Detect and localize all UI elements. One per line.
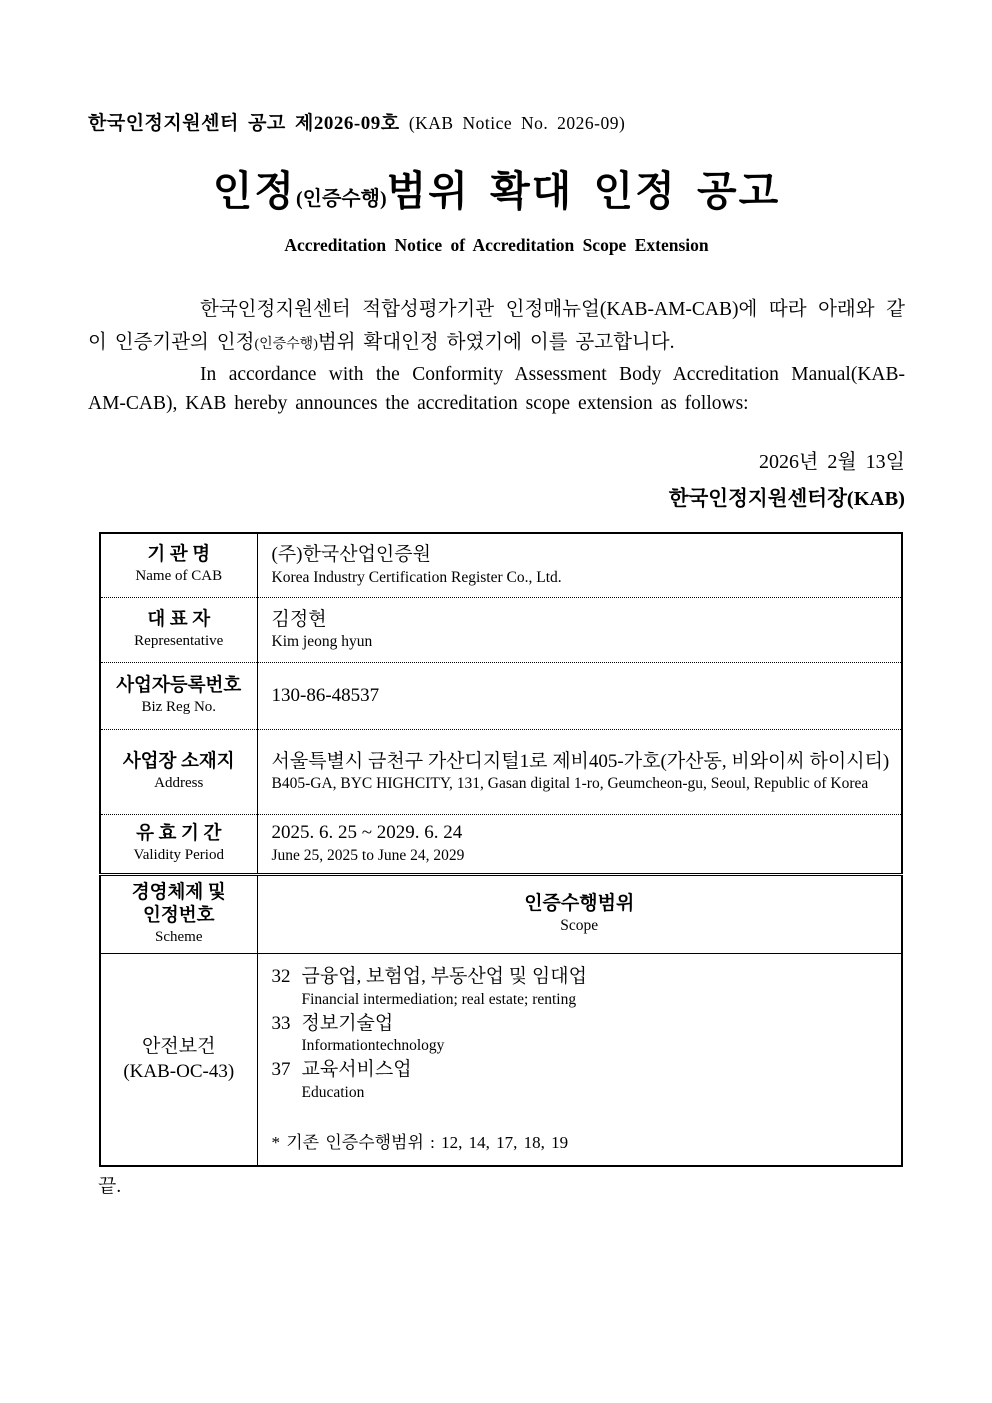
label-korean: 기 관 명 — [147, 545, 211, 566]
label-korean: 대 표 자 — [147, 610, 211, 631]
scheme-code: (KAB-OC-43) — [123, 1061, 235, 1083]
cab-info-table — [99, 532, 903, 1167]
title-pre: 인정 — [212, 168, 296, 214]
scope-item-korean — [272, 965, 892, 990]
label-english: Validity Period — [133, 847, 224, 864]
value-korean: (주)한국산업인증원 — [271, 543, 431, 565]
scope-item — [272, 965, 892, 1011]
table-row-representative — [100, 598, 902, 663]
scope-item-korean-text: 정보기술업 — [301, 1012, 394, 1034]
value-biz-reg-no — [257, 663, 902, 730]
value-korean: 2025. 6. 25 ~ 2029. 6. 24 — [271, 822, 463, 844]
table-row-address — [100, 730, 902, 815]
title-post: 범위 확대 인정 공고 — [386, 168, 781, 214]
value-scope-header — [257, 875, 902, 954]
scope-item — [272, 1012, 892, 1058]
signer-name: 한국인정지원센터장(KAB) — [668, 487, 905, 510]
value-address — [257, 730, 902, 815]
value-korean: 서울특별시 금천구 가산디지털1로 제비405-가호(가산동, 비와이씨 하이시티) — [271, 750, 890, 772]
body-paragraph-korean — [88, 293, 905, 359]
label-scheme-code — [100, 954, 257, 1166]
scope-item-code: 37 — [271, 1059, 291, 1081]
body-paragraph-english: In accordance with the Conformity Assessment Body Accreditation Manual(KAB-AM-CAB), KAB hereby announces the accreditation scope extension as follows: — [88, 364, 905, 414]
notice-number-line — [88, 108, 905, 135]
value-number: 130-86-48537 — [271, 685, 380, 707]
scope-header-korean: 인증수행범위 — [524, 892, 635, 914]
scope-header-english: Scope — [560, 917, 599, 935]
scheme-name: 안전보건 — [142, 1035, 216, 1057]
existing-scope-note: * 기존 인증수행범위 : 12, 14, 17, 18, 19 — [271, 1132, 569, 1152]
value-scope-list — [257, 954, 902, 1166]
label-english: Biz Reg No. — [141, 699, 217, 716]
table-row-scope — [100, 954, 902, 1166]
scope-item-code: 33 — [271, 1012, 291, 1034]
scope-item-code: 32 — [271, 966, 291, 988]
label-validity-period — [100, 815, 257, 875]
scope-item-korean — [272, 1012, 892, 1037]
notice-number-korean: 한국인정지원센터 공고 제2026-09호 — [88, 113, 400, 134]
label-english: Scheme — [155, 928, 203, 945]
document-subtitle-english: Accreditation Notice of Accreditation Scope Extension — [284, 235, 709, 256]
document-title — [88, 169, 905, 214]
value-english: B405-GA, BYC HIGHCITY, 131, Gasan digital 1-ro, Geumcheon-gu, Seoul, Republic of Korea — [271, 775, 869, 793]
scope-item-korean-text: 교육서비스업 — [301, 1059, 412, 1081]
scope-item-english: Informationtechnology — [301, 1037, 445, 1055]
value-validity-period — [257, 815, 902, 875]
label-korean-line1: 경영체제 및 — [131, 882, 226, 903]
table-row-biz-reg-no — [100, 663, 902, 730]
para-ko-parenthetical: (인증수행) — [254, 337, 318, 353]
para-ko-before: 한국인정지원센터 적합성평가기관 인정매뉴얼(KAB-AM-CAB)에 따라 아래와 같이 인증기관의 인정 — [88, 299, 905, 354]
label-biz-reg-no — [100, 663, 257, 730]
value-english: Korea Industry Certification Register Co., Ltd. — [271, 568, 562, 586]
scope-item — [272, 1058, 892, 1104]
title-parenthetical: (인증수행) — [296, 188, 387, 210]
label-address — [100, 730, 257, 815]
value-english: Kim jeong hyun — [271, 633, 373, 651]
value-representative — [257, 598, 902, 663]
scope-item-english: Financial intermediation; real estate; renting — [301, 990, 577, 1008]
label-scheme — [100, 875, 257, 954]
notice-number-english: (KAB Notice No. 2026-09) — [408, 113, 626, 133]
label-english: Address — [154, 775, 204, 792]
value-english: June 25, 2025 to June 24, 2029 — [271, 847, 465, 865]
para-ko-after: 범위 확대인정 하였기에 이를 공고합니다. — [317, 332, 675, 354]
label-representative — [100, 598, 257, 663]
label-korean-line2: 인정번호 — [143, 905, 215, 926]
label-name-of-cab — [100, 533, 257, 598]
label-korean: 유 효 기 간 — [136, 823, 222, 844]
table-row-name-of-cab — [100, 533, 902, 598]
scope-item-korean-text: 금융업, 보험업, 부동산업 및 임대업 — [301, 966, 587, 988]
table-row-validity-period — [100, 815, 902, 875]
value-korean: 김정현 — [271, 608, 327, 630]
label-korean: 사업장 소재지 — [122, 752, 235, 773]
label-korean: 사업자등록번호 — [116, 676, 242, 697]
scope-item-korean — [272, 1058, 892, 1083]
scope-item-english: Education — [301, 1083, 365, 1101]
label-english: Name of CAB — [135, 568, 223, 585]
value-name-of-cab — [257, 533, 902, 598]
label-english: Representative — [134, 633, 224, 650]
notice-date: 2026년 2월 13일 — [759, 450, 905, 473]
end-mark: 끝. — [98, 1175, 122, 1197]
table-row-scheme-header — [100, 875, 902, 954]
